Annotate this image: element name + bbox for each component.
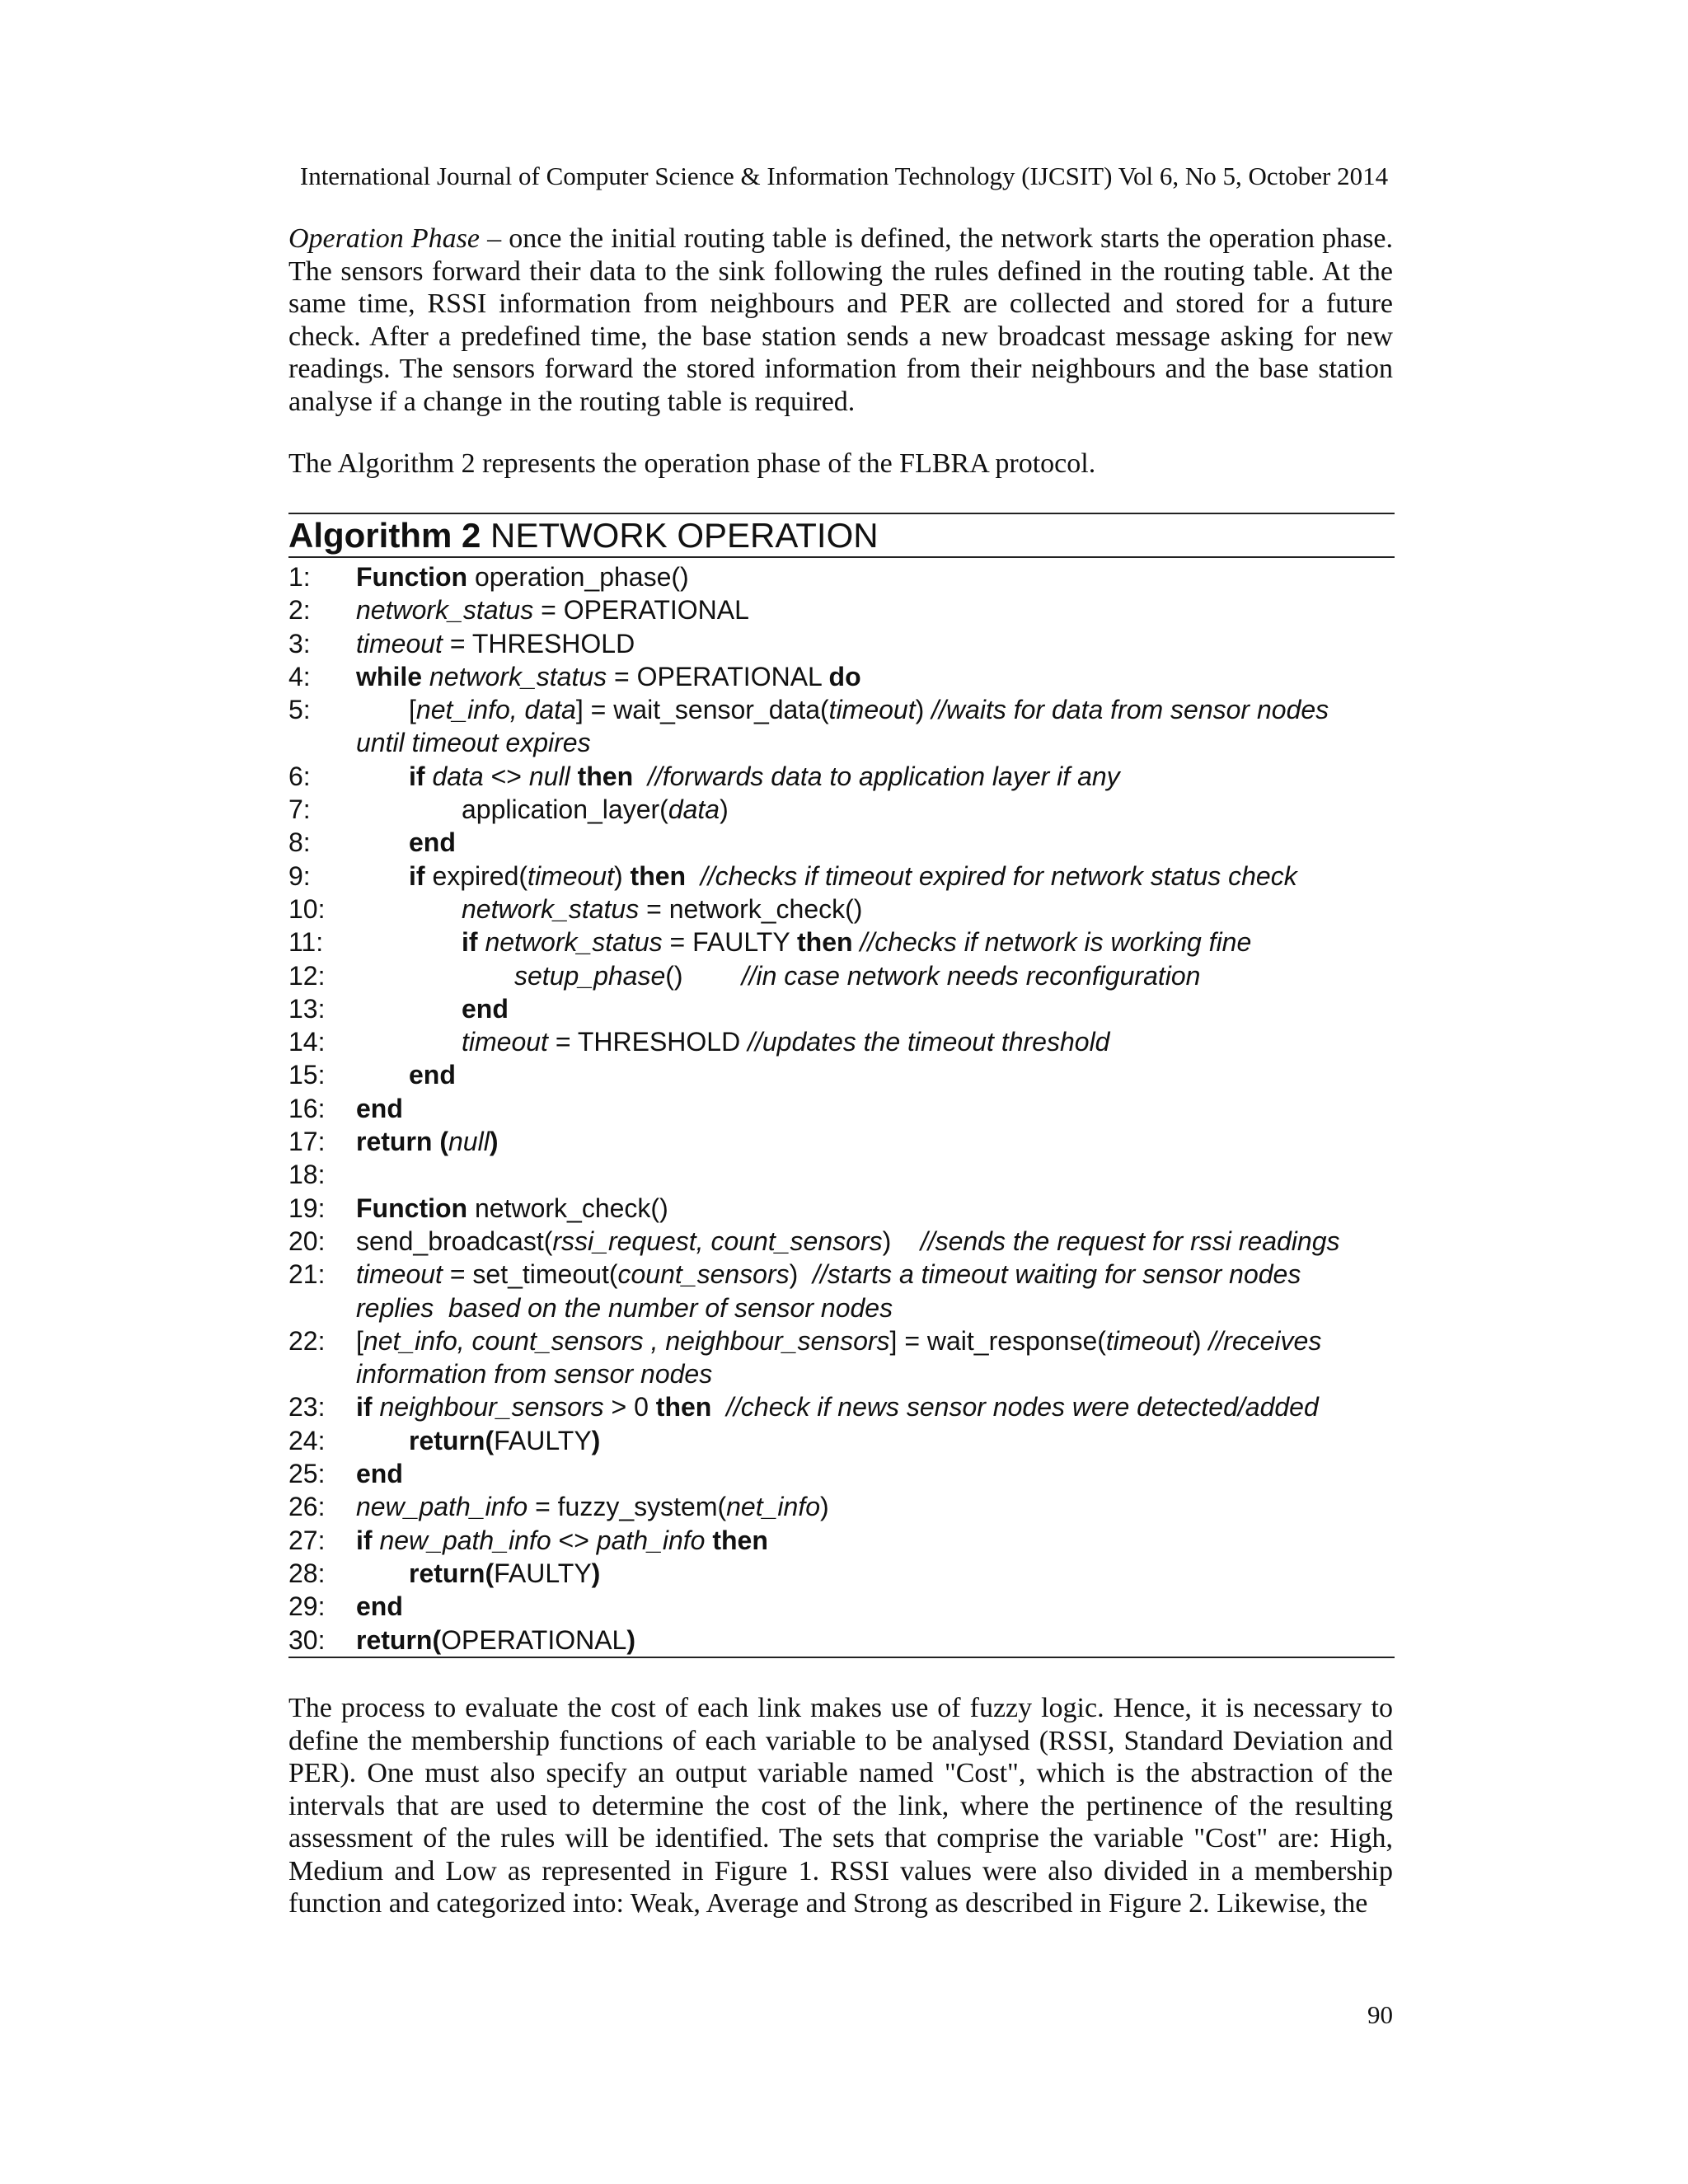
algorithm-line <box>288 1590 1395 1623</box>
line-number: 24: <box>288 1425 326 1455</box>
keyword: end <box>356 1591 403 1622</box>
keyword: while <box>356 661 423 691</box>
identifier: //in case network needs reconfiguration <box>741 960 1201 991</box>
line-code <box>356 1092 403 1125</box>
algorithm-line <box>288 560 1395 593</box>
line-code <box>356 1225 1340 1258</box>
line-code <box>356 1258 1301 1291</box>
identifier: timeout <box>1105 1325 1193 1356</box>
algorithm-line <box>288 1192 1395 1225</box>
algorithm-line <box>288 1258 1395 1291</box>
keyword: Function <box>356 1193 468 1223</box>
line-number: 15: <box>288 1060 326 1090</box>
line-code <box>356 1324 1321 1357</box>
identifier: //check if news sensor nodes were detected/added <box>726 1392 1319 1422</box>
identifier: data <box>432 761 484 791</box>
code-text: [ <box>356 1325 363 1356</box>
code-text: ) <box>882 1226 921 1256</box>
keyword: return( <box>409 1558 495 1588</box>
keyword: if <box>356 1525 373 1555</box>
code-text: expired( <box>424 860 528 891</box>
algorithm-line <box>288 1158 1395 1191</box>
line-number: 22: <box>288 1325 326 1356</box>
code-text: ) <box>789 1259 814 1290</box>
algorithm-line <box>288 1357 1395 1390</box>
code-text: application_layer( <box>462 794 668 825</box>
algorithm-line <box>288 1524 1395 1557</box>
code-text: FAULTY <box>494 1425 592 1455</box>
code-text: ) <box>820 1492 829 1522</box>
line-number: 8: <box>288 827 311 858</box>
line-number: 17: <box>288 1127 326 1157</box>
algorithm-line <box>288 1125 1395 1158</box>
code-text: = fuzzy_system( <box>528 1492 727 1522</box>
operation-phase-paragraph <box>288 223 1393 418</box>
code-text: = OPERATIONAL <box>533 595 749 626</box>
line-number: 2: <box>288 595 311 626</box>
code-text: () <box>665 960 742 991</box>
line-code <box>356 1390 1319 1423</box>
line-number: 30: <box>288 1624 326 1655</box>
algorithm-line <box>288 1058 1395 1091</box>
identifier: net_info, count_sensors , neighbour_sensors <box>363 1325 890 1356</box>
identifier: net_info, data <box>415 695 576 725</box>
line-number: 20: <box>288 1226 326 1256</box>
line-code <box>356 660 861 693</box>
line-number: 27: <box>288 1525 326 1555</box>
algorithm-title-name: NETWORK OPERATION <box>481 516 879 555</box>
operation-phase-lead: Operation Phase <box>288 223 480 254</box>
identifier: net_info <box>726 1492 820 1522</box>
line-code <box>409 1058 456 1091</box>
line-code <box>462 992 509 1025</box>
keyword: end <box>462 993 509 1024</box>
line-number: 26: <box>288 1492 326 1522</box>
identifier: replies based on the number of sensor nodes <box>356 1292 893 1323</box>
keyword: Function <box>356 562 468 592</box>
algorithm-line <box>288 1025 1395 1058</box>
identifier: setup_phase <box>514 960 666 991</box>
algorithm-line <box>288 1457 1395 1490</box>
identifier: timeout <box>462 1027 548 1057</box>
line-code <box>356 1490 829 1523</box>
line-number: 6: <box>288 761 311 791</box>
line-code <box>462 1025 1109 1058</box>
line-code <box>356 1192 668 1225</box>
algorithm-line <box>288 593 1395 626</box>
keyword: then <box>630 860 687 891</box>
line-number: 21: <box>288 1259 326 1290</box>
keyword: ) <box>591 1425 601 1455</box>
identifier: //forwards data to application layer if any <box>647 761 1120 791</box>
code-text <box>686 861 701 891</box>
identifier: //updates the timeout threshold <box>748 1027 1110 1057</box>
code-text: FAULTY <box>494 1558 592 1588</box>
identifier: network_status <box>462 893 640 924</box>
code-text: ) <box>915 695 932 725</box>
line-code <box>356 593 749 626</box>
algorithm-line <box>288 627 1395 660</box>
code-text: = THRESHOLD <box>442 628 635 658</box>
algorithm-line <box>288 1225 1395 1258</box>
keyword: end <box>409 1060 456 1090</box>
line-number: 11: <box>288 927 324 958</box>
code-text: = THRESHOLD <box>547 1027 748 1057</box>
code-text: ) <box>720 794 729 825</box>
identifier: timeout <box>528 860 614 891</box>
code-text <box>711 1392 726 1422</box>
keyword: return ( <box>356 1127 448 1157</box>
line-number: 18: <box>288 1160 326 1190</box>
operation-phase-text: – once the initial routing table is defined, the network starts the operation phase. The sensors forward their data to the sink following the rules defined in the routing table. At the same time, RSSI information from neighbours and PER are collected and stored for a future check. After a predefined time, the base station sends a new broadcast message asking for new readings. The sensors forward the stored information from their neighbours and the base station analyse if a change in the routing table is required. <box>288 223 1393 417</box>
line-code <box>462 926 1251 958</box>
line-number: 1: <box>288 562 311 592</box>
line-code <box>356 560 689 593</box>
identifier: rssi_request, count_sensors <box>552 1226 883 1256</box>
line-number: 5: <box>288 695 311 725</box>
algorithm-line <box>288 1557 1395 1590</box>
keyword: then <box>570 761 634 791</box>
line-number: 19: <box>288 1193 326 1223</box>
line-code <box>356 627 635 660</box>
algorithm-line <box>288 959 1395 992</box>
line-code <box>409 760 1120 793</box>
line-code <box>356 1524 768 1557</box>
line-code <box>356 726 591 759</box>
algorithm-line <box>288 693 1395 726</box>
code-text: network_check() <box>467 1193 668 1223</box>
keyword: if <box>356 1392 373 1422</box>
identifier: network_status <box>429 661 607 691</box>
keyword: end <box>409 827 456 858</box>
keyword: if <box>409 761 425 791</box>
code-text: = FAULTY <box>662 927 797 958</box>
journal-header: International Journal of Computer Science & Information Technology (IJCSIT) Vol 6, No 5, October 2014 <box>299 162 1389 190</box>
code-text: ) <box>1192 1325 1209 1356</box>
code-text: <> <box>483 761 529 791</box>
code-text <box>422 662 429 691</box>
line-code <box>462 793 729 826</box>
line-code <box>356 1125 498 1158</box>
code-text: operation_phase() <box>467 562 689 592</box>
identifier: //receives <box>1208 1325 1322 1356</box>
line-number: 12: <box>288 960 326 991</box>
algorithm-line <box>288 660 1395 693</box>
algorithm-lines <box>288 558 1395 1657</box>
identifier: timeout <box>356 1259 443 1290</box>
line-code <box>462 893 862 926</box>
identifier: //waits for data from sensor nodes <box>931 695 1329 725</box>
line-code <box>409 1424 600 1457</box>
identifier: timeout <box>828 695 916 725</box>
algorithm-line <box>288 1324 1395 1357</box>
code-text: = network_check() <box>639 893 863 924</box>
algorithm-line <box>288 926 1395 958</box>
identifier: //checks if network is working fine <box>860 927 1252 958</box>
code-text: <> <box>551 1525 597 1555</box>
line-number: 25: <box>288 1459 326 1489</box>
code-text: [ <box>409 695 416 725</box>
line-number: 7: <box>288 794 311 825</box>
algorithm-line <box>288 1291 1395 1324</box>
line-number: 29: <box>288 1591 326 1622</box>
algorithm-bottom-rule <box>288 1657 1395 1658</box>
algorithm-intro-paragraph: The Algorithm 2 represents the operation phase of the FLBRA protocol. <box>288 448 1096 479</box>
keyword: if <box>462 927 478 958</box>
keyword: then <box>705 1525 768 1555</box>
line-code <box>409 826 456 859</box>
page-number: 90 <box>1367 2000 1393 2029</box>
code-text <box>633 762 648 791</box>
line-number: 10: <box>288 893 326 924</box>
code-text: ] = wait_response( <box>889 1325 1106 1356</box>
identifier: until timeout expires <box>356 728 591 758</box>
line-number: 23: <box>288 1392 326 1422</box>
line-number: 13: <box>288 993 326 1024</box>
identifier: network_status <box>356 595 534 626</box>
keyword: do <box>828 661 861 691</box>
code-text: = set_timeout( <box>442 1259 618 1290</box>
identifier: information from sensor nodes <box>356 1359 713 1390</box>
line-code <box>356 1457 403 1490</box>
algorithm-line <box>288 893 1395 926</box>
identifier: //checks if timeout expired for network status check <box>700 860 1297 891</box>
algorithm-block <box>288 513 1395 1658</box>
keyword: ) <box>591 1558 601 1588</box>
identifier: timeout <box>356 628 443 658</box>
code-text: = OPERATIONAL <box>607 661 829 691</box>
line-code <box>356 1291 893 1324</box>
code-text: ) <box>613 860 631 891</box>
algorithm-line <box>288 992 1395 1025</box>
algorithm-title-label: Algorithm 2 <box>288 516 481 555</box>
code-text: send_broadcast( <box>356 1226 553 1256</box>
identifier: network_status <box>485 927 663 958</box>
algorithm-line <box>288 1624 1395 1657</box>
keyword: return( <box>356 1624 442 1655</box>
keyword: end <box>356 1459 403 1489</box>
keyword: ) <box>626 1624 635 1655</box>
algorithm-line <box>288 760 1395 793</box>
identifier: null <box>448 1127 490 1157</box>
algorithm-line <box>288 793 1395 826</box>
line-number: 4: <box>288 661 311 691</box>
keyword: then <box>655 1392 712 1422</box>
algorithm-line <box>288 1490 1395 1523</box>
fuzzy-logic-paragraph: The process to evaluate the cost of each link makes use of fuzzy logic. Hence, it is necessary to define the membership functions of each variable to be analysed (RSSI, Standard Deviation and PER). One must also specify an output variable named "Cost", which is the abstraction of the intervals that are used to determine the cost of the link, where the pertinence of the resulting assessment of the rules will be identified. The sets that comprise the variable "Cost" are: High, Medium and Low as represented in Figure 1. RSSI values were also divided in a membership function and categorized into: Weak, Average and Strong as described in Figure 2. Likewise, the <box>288 1693 1393 1919</box>
line-code <box>356 1590 403 1623</box>
line-number: 9: <box>288 860 311 891</box>
algorithm-title <box>288 518 879 554</box>
algorithm-line <box>288 1424 1395 1457</box>
keyword: ) <box>489 1127 499 1157</box>
keyword: return( <box>409 1425 495 1455</box>
line-number: 14: <box>288 1027 326 1057</box>
line-code <box>356 1624 635 1657</box>
keyword: then <box>796 927 853 958</box>
algorithm-line <box>288 726 1395 759</box>
identifier: path_info <box>596 1525 706 1555</box>
line-code <box>356 1357 712 1390</box>
line-code <box>409 860 1297 893</box>
line-number: 3: <box>288 628 311 658</box>
identifier: count_sensors <box>617 1259 790 1290</box>
code-text: OPERATIONAL <box>441 1624 627 1655</box>
keyword: if <box>409 860 425 891</box>
line-code <box>409 693 1329 726</box>
algorithm-line <box>288 826 1395 859</box>
identifier: null <box>528 761 570 791</box>
code-text: ] = wait_sensor_data( <box>575 695 829 725</box>
line-number: 16: <box>288 1093 326 1123</box>
identifier: new_path_info <box>379 1525 551 1555</box>
identifier: new_path_info <box>356 1492 528 1522</box>
identifier: data <box>668 794 720 825</box>
identifier: //starts a timeout waiting for sensor nodes <box>813 1259 1301 1290</box>
line-number: 28: <box>288 1558 326 1588</box>
algorithm-line <box>288 860 1395 893</box>
keyword: end <box>356 1093 403 1123</box>
line-code <box>514 959 1200 992</box>
line-code <box>409 1557 600 1590</box>
algorithm-line <box>288 1390 1395 1423</box>
algorithm-line <box>288 1092 1395 1125</box>
code-text: > 0 <box>603 1392 656 1422</box>
identifier: //sends the request for rssi readings <box>920 1226 1340 1256</box>
identifier: neighbour_sensors <box>379 1392 604 1422</box>
